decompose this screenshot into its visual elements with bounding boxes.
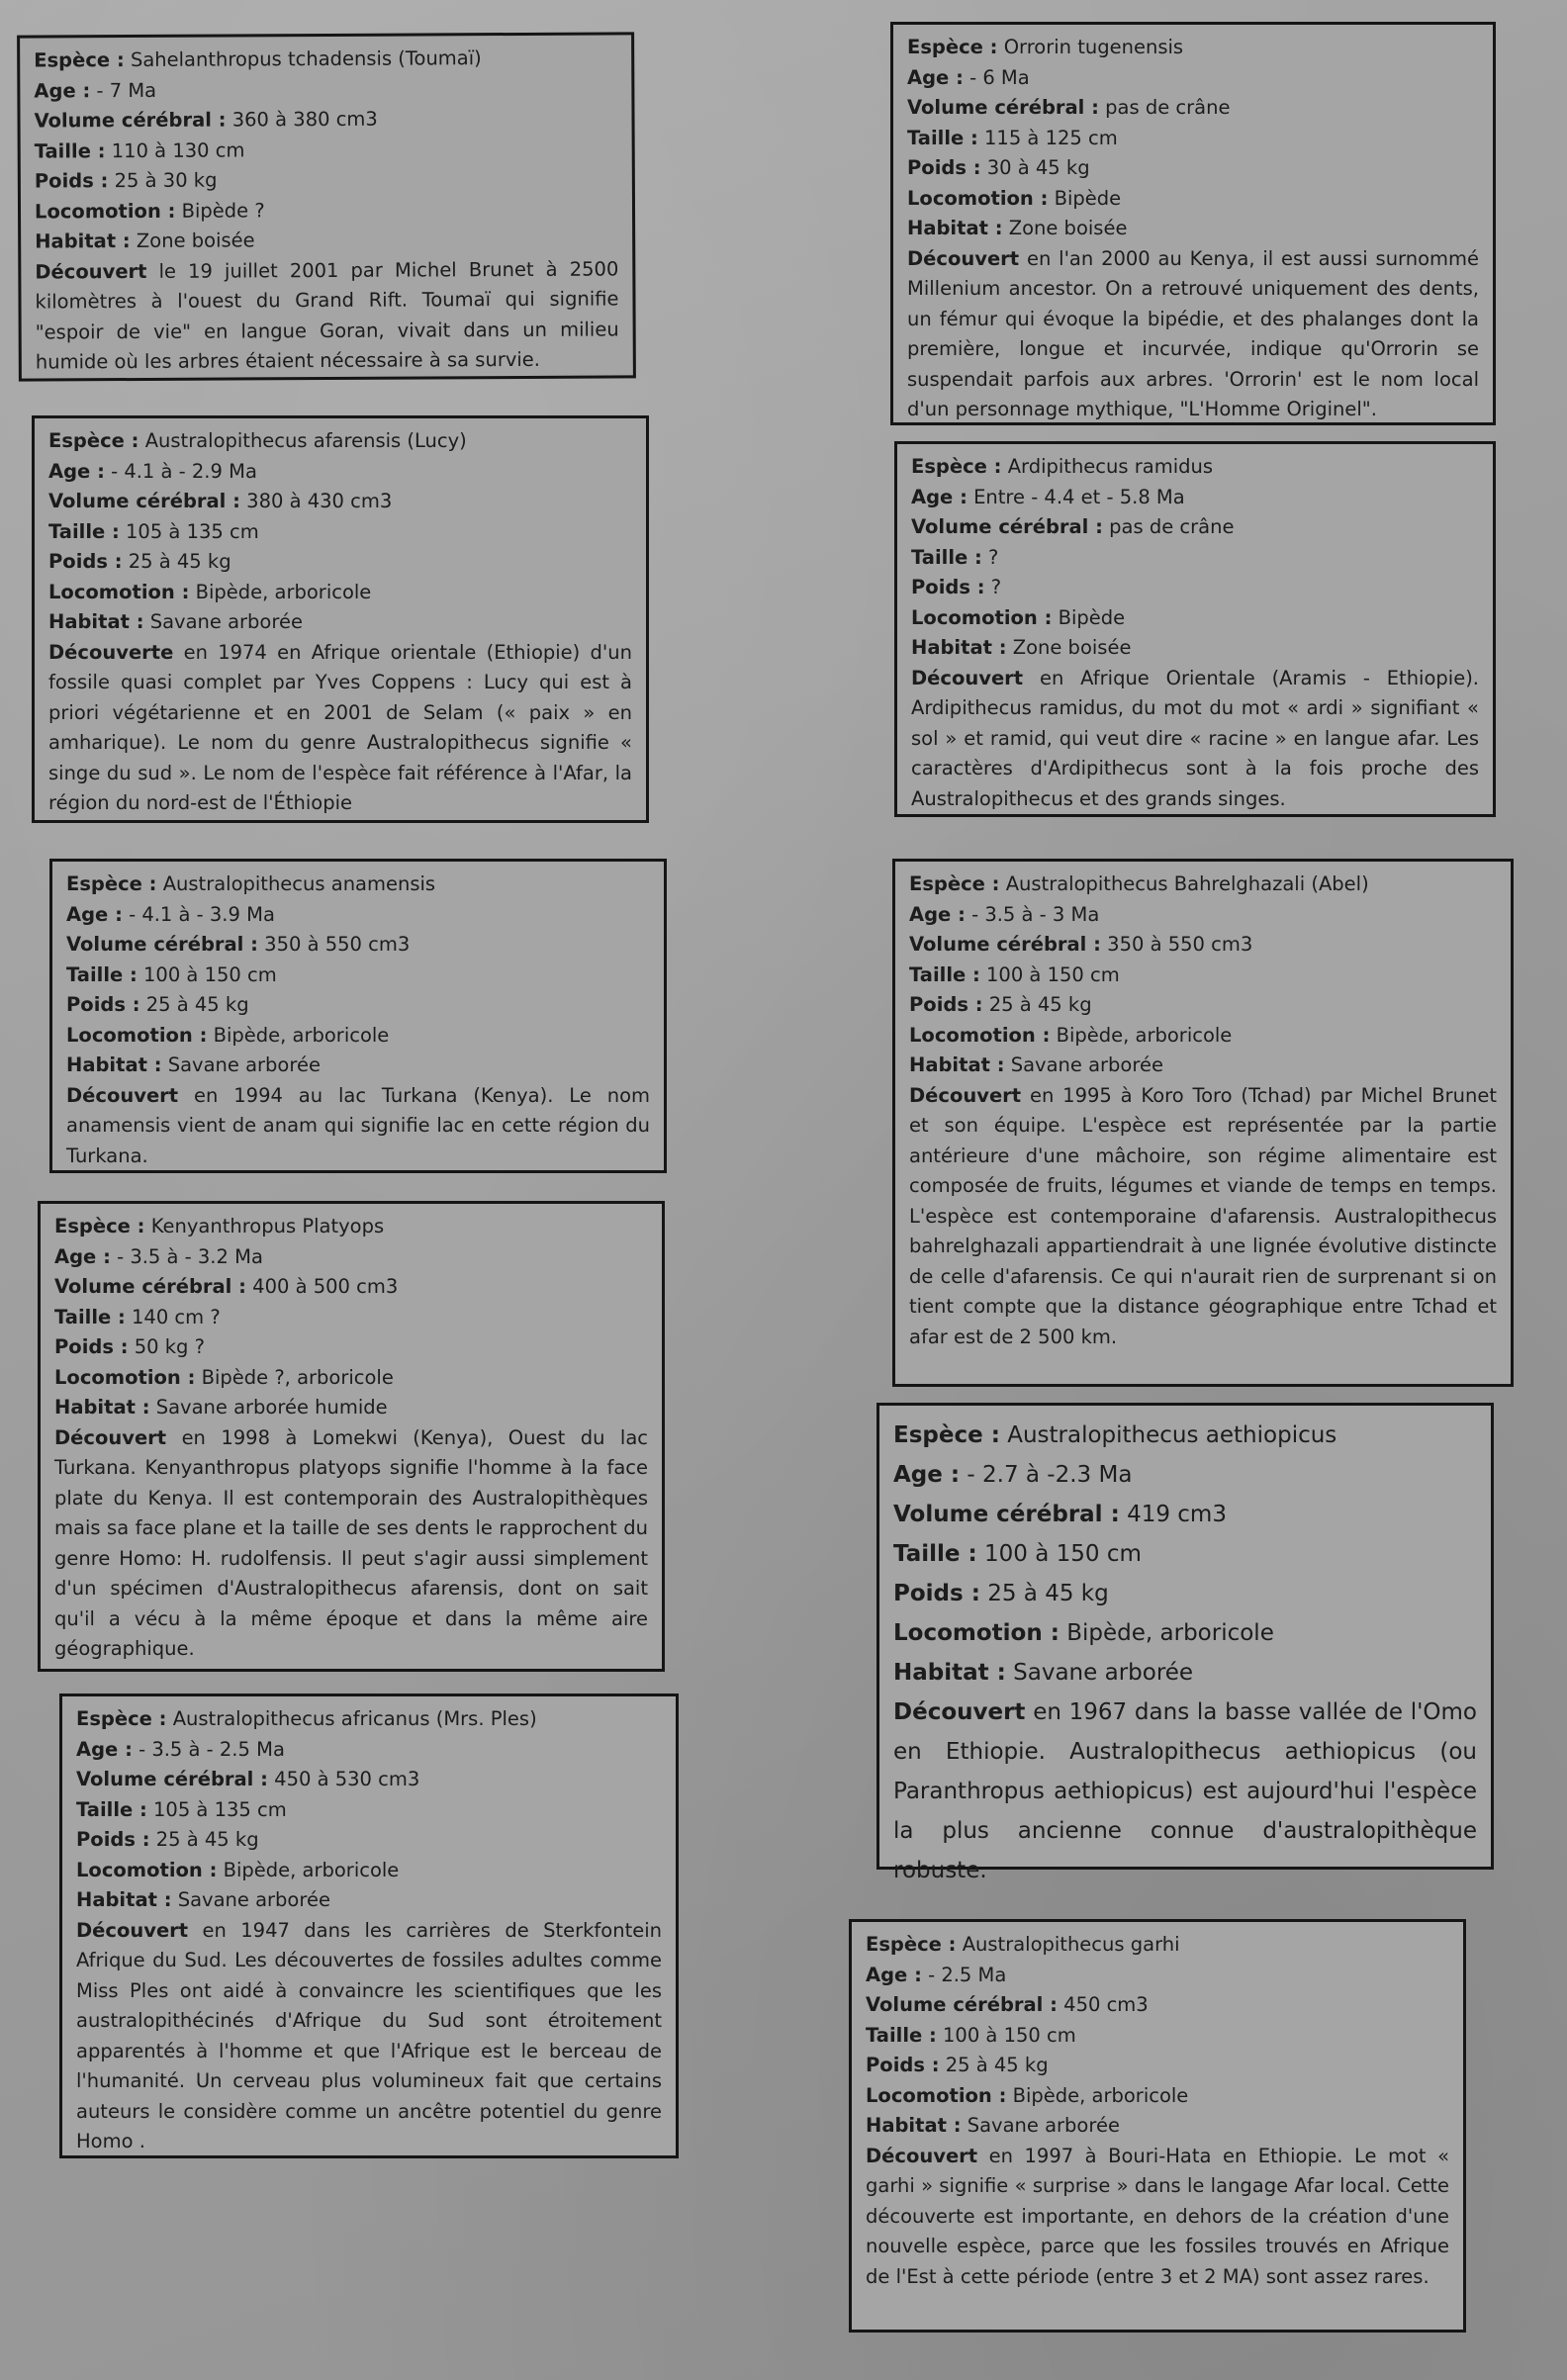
poids-value: 25 à 45 kg: [987, 1581, 1109, 1606]
locomotion-label: Locomotion :: [866, 2083, 1007, 2107]
decouverte-text: en 1974 en Afrique orientale (Ethiopie) d'un fossile quasi complet par Yves Coppens : Lucy qui est à priori végétarienne et en 2001 de Selam (« paix » en amharique). Le nom du genre Australopithecus signifie « singe du sud ». Le nom de l'espèce fait référence à l'Afar, la région du nord-est de l'Éthiopie: [48, 640, 632, 814]
volume-line: [66, 930, 650, 961]
habitat-label: Habitat :: [48, 610, 144, 633]
volume-value: 350 à 550 cm3: [264, 933, 411, 956]
espece-label: Espèce :: [893, 1422, 1000, 1448]
age-label: Age :: [66, 902, 123, 926]
locomotion-line: [909, 1021, 1497, 1052]
poids-line: [911, 573, 1479, 603]
volume-value: 400 à 500 cm3: [252, 1275, 399, 1298]
taille-label: Taille :: [893, 1541, 977, 1567]
taille-label: Taille :: [54, 1305, 126, 1328]
taille-line: [907, 124, 1479, 154]
locomotion-line: [911, 603, 1479, 634]
locomotion-line: [48, 578, 632, 608]
description: [48, 638, 632, 819]
habitat-value: Zone boisée: [1008, 217, 1128, 239]
decouvert-text: en 1998 à Lomekwi (Kenya), Ouest du lac Turkana. Kenyanthropus platyops signifie l'homme à la face plate du Kenya. Il est contemporain des Australopithèques mais sa face plane et la taille de ses dents le rapprochent du genre Homo: H. rudolfensis. Il peut s'agir aussi simplement d'un spécimen d'Australopithecus afarensis, dont on sait qu'il a vécu à la même époque et dans la même aire géographique.: [54, 1425, 648, 1660]
locomotion-label: Locomotion :: [66, 1023, 208, 1047]
decouvert-text: le 19 juillet 2001 par Michel Brunet à 2500 kilomètres à l'ouest du Grand Rift. Toumaï qui signifie "espoir de vie" en langue Goran, vivait dans un milieu humide où les arbres étaient nécessaire à sa survie.: [35, 256, 619, 374]
habitat-line: [909, 1051, 1497, 1081]
age-line: [66, 900, 650, 931]
age-line: [48, 457, 632, 488]
age-line: [907, 63, 1479, 94]
age-label: Age :: [76, 1737, 133, 1761]
volume-label: Volume cérébral :: [893, 1502, 1120, 1527]
poids-value: 50 kg ?: [134, 1335, 205, 1358]
poids-line: [866, 2051, 1449, 2081]
decouvert-text: en Afrique Orientale (Aramis - Ethiopie). Ardipithecus ramidus, du mot du mot « ardi » signifiant « sol » et ramid, qui veut dire « racine » en langue afar. Les caractères d'Ardipithecus sont à la fois proche des Australopithecus et des grands singes.: [911, 666, 1479, 810]
age-label: Age :: [48, 459, 105, 483]
description: [35, 254, 619, 378]
taille-line: [66, 961, 650, 991]
decouvert-label: Découvert: [66, 1083, 179, 1107]
taille-value: 105 à 135 cm: [126, 519, 259, 543]
age-label: Age :: [866, 1963, 922, 1986]
espece-label: Espèce :: [54, 1215, 145, 1237]
decouvert-label: Découvert: [911, 666, 1024, 689]
volume-label: Volume cérébral :: [76, 1768, 268, 1790]
espece-value: Kenyanthropus Platyops: [150, 1215, 385, 1237]
espece-value: Sahelanthropus tchadensis (Toumaï): [130, 46, 482, 72]
espece-label: Espèce :: [866, 1933, 957, 1956]
locomotion-line: [35, 194, 618, 228]
decouvert-label: Découvert: [54, 1425, 167, 1449]
locomotion-line: [866, 2081, 1449, 2112]
description: [893, 1693, 1477, 1890]
taille-line: [893, 1534, 1477, 1574]
age-value: - 3.5 à - 2.5 Ma: [138, 1737, 285, 1761]
poids-line: [66, 990, 650, 1021]
decouvert-label: Découvert: [866, 2144, 978, 2167]
taille-value: 100 à 150 cm: [984, 1541, 1142, 1567]
taille-label: Taille :: [907, 126, 978, 149]
habitat-line: [866, 2111, 1449, 2142]
volume-line: [34, 103, 617, 137]
poids-line: [76, 1825, 662, 1856]
poids-line: [893, 1574, 1477, 1613]
taille-label: Taille :: [909, 962, 980, 986]
locomotion-line: [66, 1021, 650, 1052]
decouvert-label: Découvert: [909, 1083, 1022, 1107]
taille-line: [866, 2021, 1449, 2052]
espece-line: [907, 33, 1479, 63]
habitat-line: [893, 1653, 1477, 1693]
poids-value: 25 à 45 kg: [155, 1828, 259, 1851]
espece-value: Orrorin tugenensis: [1003, 36, 1184, 58]
taille-line: [54, 1303, 648, 1333]
poids-value: 25 à 45 kg: [988, 993, 1092, 1016]
poids-label: Poids :: [54, 1335, 129, 1358]
habitat-value: Savane arborée: [1010, 1053, 1163, 1076]
habitat-label: Habitat :: [909, 1053, 1005, 1076]
age-line: [866, 1961, 1449, 1991]
locomotion-label: Locomotion :: [907, 186, 1049, 210]
volume-label: Volume cérébral :: [66, 933, 258, 956]
locomotion-value: Bipède, arboricole: [1066, 1620, 1274, 1646]
decouvert-text: en 1967 dans la basse vallée de l'Omo en Ethiopie. Australopithecus aethiopicus (ou Paranthropus aethiopicus) est aujourd'hui l'espèce la plus ancienne connue d'australopithèque robuste.: [893, 1699, 1477, 1883]
taille-value: 115 à 125 cm: [984, 126, 1118, 149]
poids-line: [35, 163, 618, 197]
volume-value: 380 à 430 cm3: [246, 490, 393, 512]
espece-value: Australopithecus garhi: [962, 1933, 1180, 1956]
espece-label: Espèce :: [909, 872, 1000, 895]
poids-value: 25 à 45 kg: [945, 2054, 1049, 2076]
age-line: [76, 1735, 662, 1766]
volume-line: [866, 1990, 1449, 2021]
decouvert-text: en 1947 dans les carrières de Sterkfontein Afrique du Sud. Les découvertes de fossiles adultes comme Miss Ples ont aidé à convaincre les scientifiques que les australopithécinés d'Afrique du Sud sont étroitement apparentés à l'homme et que l'Afrique est le berceau de l'humanité. Un cerveau plus volumineux fait que certains auteurs le considère comme un ancêtre potentiel du genre Homo .: [76, 1918, 662, 2152]
taille-line: [48, 517, 632, 548]
decouverte-label: Découverte: [48, 640, 174, 664]
locomotion-line: [893, 1613, 1477, 1653]
card-anamensis: [49, 859, 667, 1173]
poids-label: Poids :: [911, 576, 985, 598]
locomotion-value: Bipède, arboricole: [223, 1858, 400, 1881]
decouvert-label: Découvert: [907, 246, 1020, 270]
poids-line: [907, 153, 1479, 184]
description: [66, 1081, 650, 1172]
habitat-label: Habitat :: [911, 636, 1007, 659]
habitat-label: Habitat :: [907, 217, 1003, 239]
volume-value: pas de crâne: [1109, 515, 1235, 538]
habitat-line: [66, 1051, 650, 1081]
volume-label: Volume cérébral :: [911, 515, 1103, 538]
espece-value: Australopithecus africanus (Mrs. Ples): [172, 1707, 537, 1730]
habitat-label: Habitat :: [893, 1660, 1006, 1686]
age-line: [34, 73, 617, 107]
description: [76, 1916, 662, 2157]
habitat-line: [35, 224, 618, 257]
espece-value: Australopithecus aethiopicus: [1007, 1422, 1337, 1448]
espece-label: Espèce :: [911, 455, 1002, 478]
locomotion-label: Locomotion :: [48, 580, 190, 603]
age-value: - 7 Ma: [96, 78, 157, 102]
poids-label: Poids :: [909, 993, 983, 1016]
poids-value: 25 à 45 kg: [128, 550, 231, 573]
age-line: [909, 900, 1497, 931]
locomotion-label: Locomotion :: [909, 1023, 1051, 1047]
age-label: Age :: [54, 1244, 111, 1268]
age-line: [893, 1455, 1477, 1495]
volume-label: Volume cérébral :: [866, 1993, 1058, 2016]
card-garhi: [849, 1919, 1466, 2333]
taille-value: 100 à 150 cm: [143, 962, 277, 986]
poids-value: 25 à 30 kg: [114, 168, 218, 193]
habitat-line: [76, 1885, 662, 1916]
volume-label: Volume cérébral :: [907, 96, 1099, 119]
age-value: Entre - 4.4 et - 5.8 Ma: [973, 485, 1185, 508]
locomotion-line: [54, 1363, 648, 1394]
volume-line: [48, 487, 632, 517]
volume-label: Volume cérébral :: [909, 933, 1101, 956]
habitat-value: Zone boisée: [1012, 636, 1132, 659]
age-value: - 3.5 à - 3 Ma: [971, 902, 1100, 926]
locomotion-line: [76, 1856, 662, 1886]
poids-value: ?: [990, 576, 1002, 598]
locomotion-value: Bipède ?: [181, 198, 265, 223]
espece-label: Espèce :: [66, 872, 157, 895]
locomotion-label: Locomotion :: [34, 199, 176, 224]
age-line: [911, 483, 1479, 513]
card-sahelanthropus: [17, 32, 636, 381]
habitat-line: [911, 633, 1479, 664]
espece-value: Australopithecus anamensis: [162, 872, 436, 895]
age-value: - 2.5 Ma: [928, 1963, 1007, 1986]
age-label: Age :: [911, 485, 968, 508]
poids-line: [909, 990, 1497, 1021]
taille-value: 100 à 150 cm: [986, 962, 1120, 986]
taille-label: Taille :: [34, 138, 106, 163]
volume-line: [911, 512, 1479, 543]
locomotion-value: Bipède: [1058, 605, 1126, 629]
habitat-value: Savane arborée: [177, 1888, 330, 1911]
espece-line: [909, 870, 1497, 900]
card-bahrelghazali: [892, 859, 1514, 1387]
volume-value: 360 à 380 cm3: [231, 107, 378, 132]
taille-line: [76, 1795, 662, 1826]
locomotion-line: [907, 184, 1479, 215]
volume-value: 450 cm3: [1063, 1993, 1149, 2016]
volume-line: [909, 930, 1497, 961]
habitat-value: Savane arborée humide: [155, 1396, 388, 1419]
decouvert-text: en 1997 à Bouri-Hata en Ethiopie. Le mot « garhi » signifie « surprise » dans le langage Afar local. Cette découverte est importante, en dehors de la création d'une nouvelle espèce, parce que les fossiles trouvés en Afrique de l'Est à cette période (entre 3 et 2 MA) sont assez rares.: [866, 2144, 1450, 2288]
habitat-value: Savane arborée: [167, 1053, 321, 1076]
card-orrorin: [890, 22, 1496, 425]
description: [54, 1423, 648, 1665]
volume-value: 419 cm3: [1127, 1502, 1227, 1527]
habitat-label: Habitat :: [76, 1888, 172, 1911]
espece-label: Espèce :: [907, 36, 998, 58]
decouvert-text: en l'an 2000 au Kenya, il est aussi surnommé Millenium ancestor. On a retrouvé uniquement des dents, un fémur qui évoque la bipédie, et des phalanges dont la première, longue et incurvée, indique qu'Orrorin se suspendait parfois aux arbres. 'Orrorin' est le nom local d'un personnage mythique, "L'Homme Originel".: [907, 246, 1480, 420]
habitat-value: Savane arborée: [1013, 1660, 1194, 1686]
habitat-value: Savane arborée: [967, 2114, 1120, 2137]
taille-label: Taille :: [866, 2023, 937, 2047]
locomotion-value: Bipède ?, arboricole: [201, 1365, 394, 1389]
locomotion-value: Bipède, arboricole: [1056, 1023, 1233, 1047]
volume-label: Volume cérébral :: [54, 1275, 246, 1298]
habitat-label: Habitat :: [54, 1396, 150, 1419]
age-value: - 4.1 à - 3.9 Ma: [129, 902, 275, 926]
card-afarensis: [32, 415, 649, 823]
espece-label: Espèce :: [48, 429, 139, 452]
taille-label: Taille :: [48, 519, 120, 543]
decouvert-label: Découvert: [893, 1699, 1026, 1725]
poids-value: 30 à 45 kg: [986, 156, 1090, 179]
taille-value: ?: [988, 545, 999, 569]
habitat-line: [907, 214, 1479, 244]
age-label: Age :: [909, 902, 966, 926]
espece-value: Australopithecus afarensis (Lucy): [144, 429, 467, 452]
poids-label: Poids :: [76, 1828, 150, 1851]
espece-line: [76, 1704, 662, 1735]
taille-value: 105 à 135 cm: [153, 1797, 287, 1821]
taille-label: Taille :: [76, 1797, 147, 1821]
habitat-value: Savane arborée: [149, 610, 303, 633]
decouvert-label: Découvert: [76, 1918, 189, 1942]
card-ramidus: [894, 441, 1496, 817]
card-africanus: [59, 1693, 679, 2158]
taille-line: [909, 961, 1497, 991]
age-label: Age :: [907, 65, 964, 89]
espece-line: [54, 1212, 648, 1242]
age-line: [54, 1242, 648, 1273]
volume-value: 350 à 550 cm3: [1107, 933, 1253, 956]
poids-label: Poids :: [66, 993, 140, 1016]
espece-line: [34, 43, 617, 76]
volume-value: pas de crâne: [1105, 96, 1231, 119]
habitat-line: [48, 607, 632, 638]
taille-label: Taille :: [66, 962, 138, 986]
poids-label: Poids :: [48, 550, 123, 573]
locomotion-value: Bipède: [1054, 186, 1122, 210]
description: [909, 1081, 1497, 1353]
espece-value: Ardipithecus ramidus: [1007, 455, 1214, 478]
age-value: - 3.5 à - 3.2 Ma: [117, 1244, 263, 1268]
volume-line: [76, 1765, 662, 1795]
age-label: Age :: [893, 1462, 961, 1488]
habitat-line: [54, 1393, 648, 1423]
habitat-label: Habitat :: [866, 2114, 962, 2137]
decouvert-text: en 1994 au lac Turkana (Kenya). Le nom anamensis vient de anam qui signifie lac en cette région du Turkana.: [66, 1083, 650, 1167]
taille-value: 140 cm ?: [132, 1305, 221, 1328]
espece-value: Australopithecus Bahrelghazali (Abel): [1005, 872, 1369, 895]
poids-value: 25 à 45 kg: [145, 993, 249, 1016]
description: [866, 2142, 1449, 2293]
habitat-value: Zone boisée: [136, 229, 255, 253]
description: [907, 244, 1479, 425]
volume-line: [54, 1272, 648, 1303]
volume-value: 450 à 530 cm3: [274, 1768, 420, 1790]
poids-label: Poids :: [893, 1581, 980, 1606]
taille-value: 110 à 130 cm: [111, 137, 245, 162]
taille-line: [911, 543, 1479, 574]
card-aethiopicus: [876, 1403, 1494, 1883]
locomotion-label: Locomotion :: [911, 605, 1053, 629]
volume-label: Volume cérébral :: [48, 490, 240, 512]
decouvert-label: Découvert: [35, 259, 147, 284]
espece-line: [66, 870, 650, 900]
locomotion-label: Locomotion :: [893, 1620, 1060, 1646]
habitat-label: Habitat :: [35, 229, 131, 253]
espece-line: [893, 1416, 1477, 1455]
locomotion-value: Bipède, arboricole: [213, 1023, 390, 1047]
espece-label: Espèce :: [76, 1707, 167, 1730]
locomotion-value: Bipède, arboricole: [1012, 2083, 1189, 2107]
habitat-label: Habitat :: [66, 1053, 162, 1076]
poids-line: [48, 547, 632, 578]
locomotion-label: Locomotion :: [76, 1858, 218, 1881]
volume-label: Volume cérébral :: [34, 108, 227, 133]
poids-label: Poids :: [34, 169, 109, 193]
espece-line: [866, 1930, 1449, 1961]
locomotion-label: Locomotion :: [54, 1365, 196, 1389]
volume-line: [907, 93, 1479, 124]
age-label: Age :: [34, 78, 91, 103]
taille-line: [35, 134, 618, 167]
taille-label: Taille :: [911, 545, 982, 569]
age-value: - 6 Ma: [969, 65, 1030, 89]
locomotion-value: Bipède, arboricole: [195, 580, 372, 603]
poids-line: [54, 1332, 648, 1363]
poids-label: Poids :: [866, 2054, 940, 2076]
poids-label: Poids :: [907, 156, 981, 179]
volume-line: [893, 1495, 1477, 1534]
card-kenyanthropus: [38, 1201, 665, 1672]
decouvert-text: en 1995 à Koro Toro (Tchad) par Michel Brunet et son équipe. L'espèce est représentée par la partie antérieure d'une mâchoire, son régime alimentaire est composée de fruits, légumes et viande de temps en temps. L'espèce est contemporaine d'afarensis. Australopithecus bahrelghazali appartiendrait à une lignée évolutive distincte de celle d'afarensis. Ce qui n'aurait rien de surprenant si on tient compte que la distance géographique entre Tchad et afar est de 2 500 km.: [909, 1083, 1497, 1348]
taille-value: 100 à 150 cm: [943, 2023, 1076, 2047]
description: [911, 664, 1479, 815]
age-value: - 2.7 à -2.3 Ma: [967, 1462, 1133, 1488]
age-value: - 4.1 à - 2.9 Ma: [111, 459, 257, 483]
espece-line: [48, 426, 632, 457]
espece-line: [911, 452, 1479, 483]
espece-label: Espèce :: [34, 48, 125, 72]
